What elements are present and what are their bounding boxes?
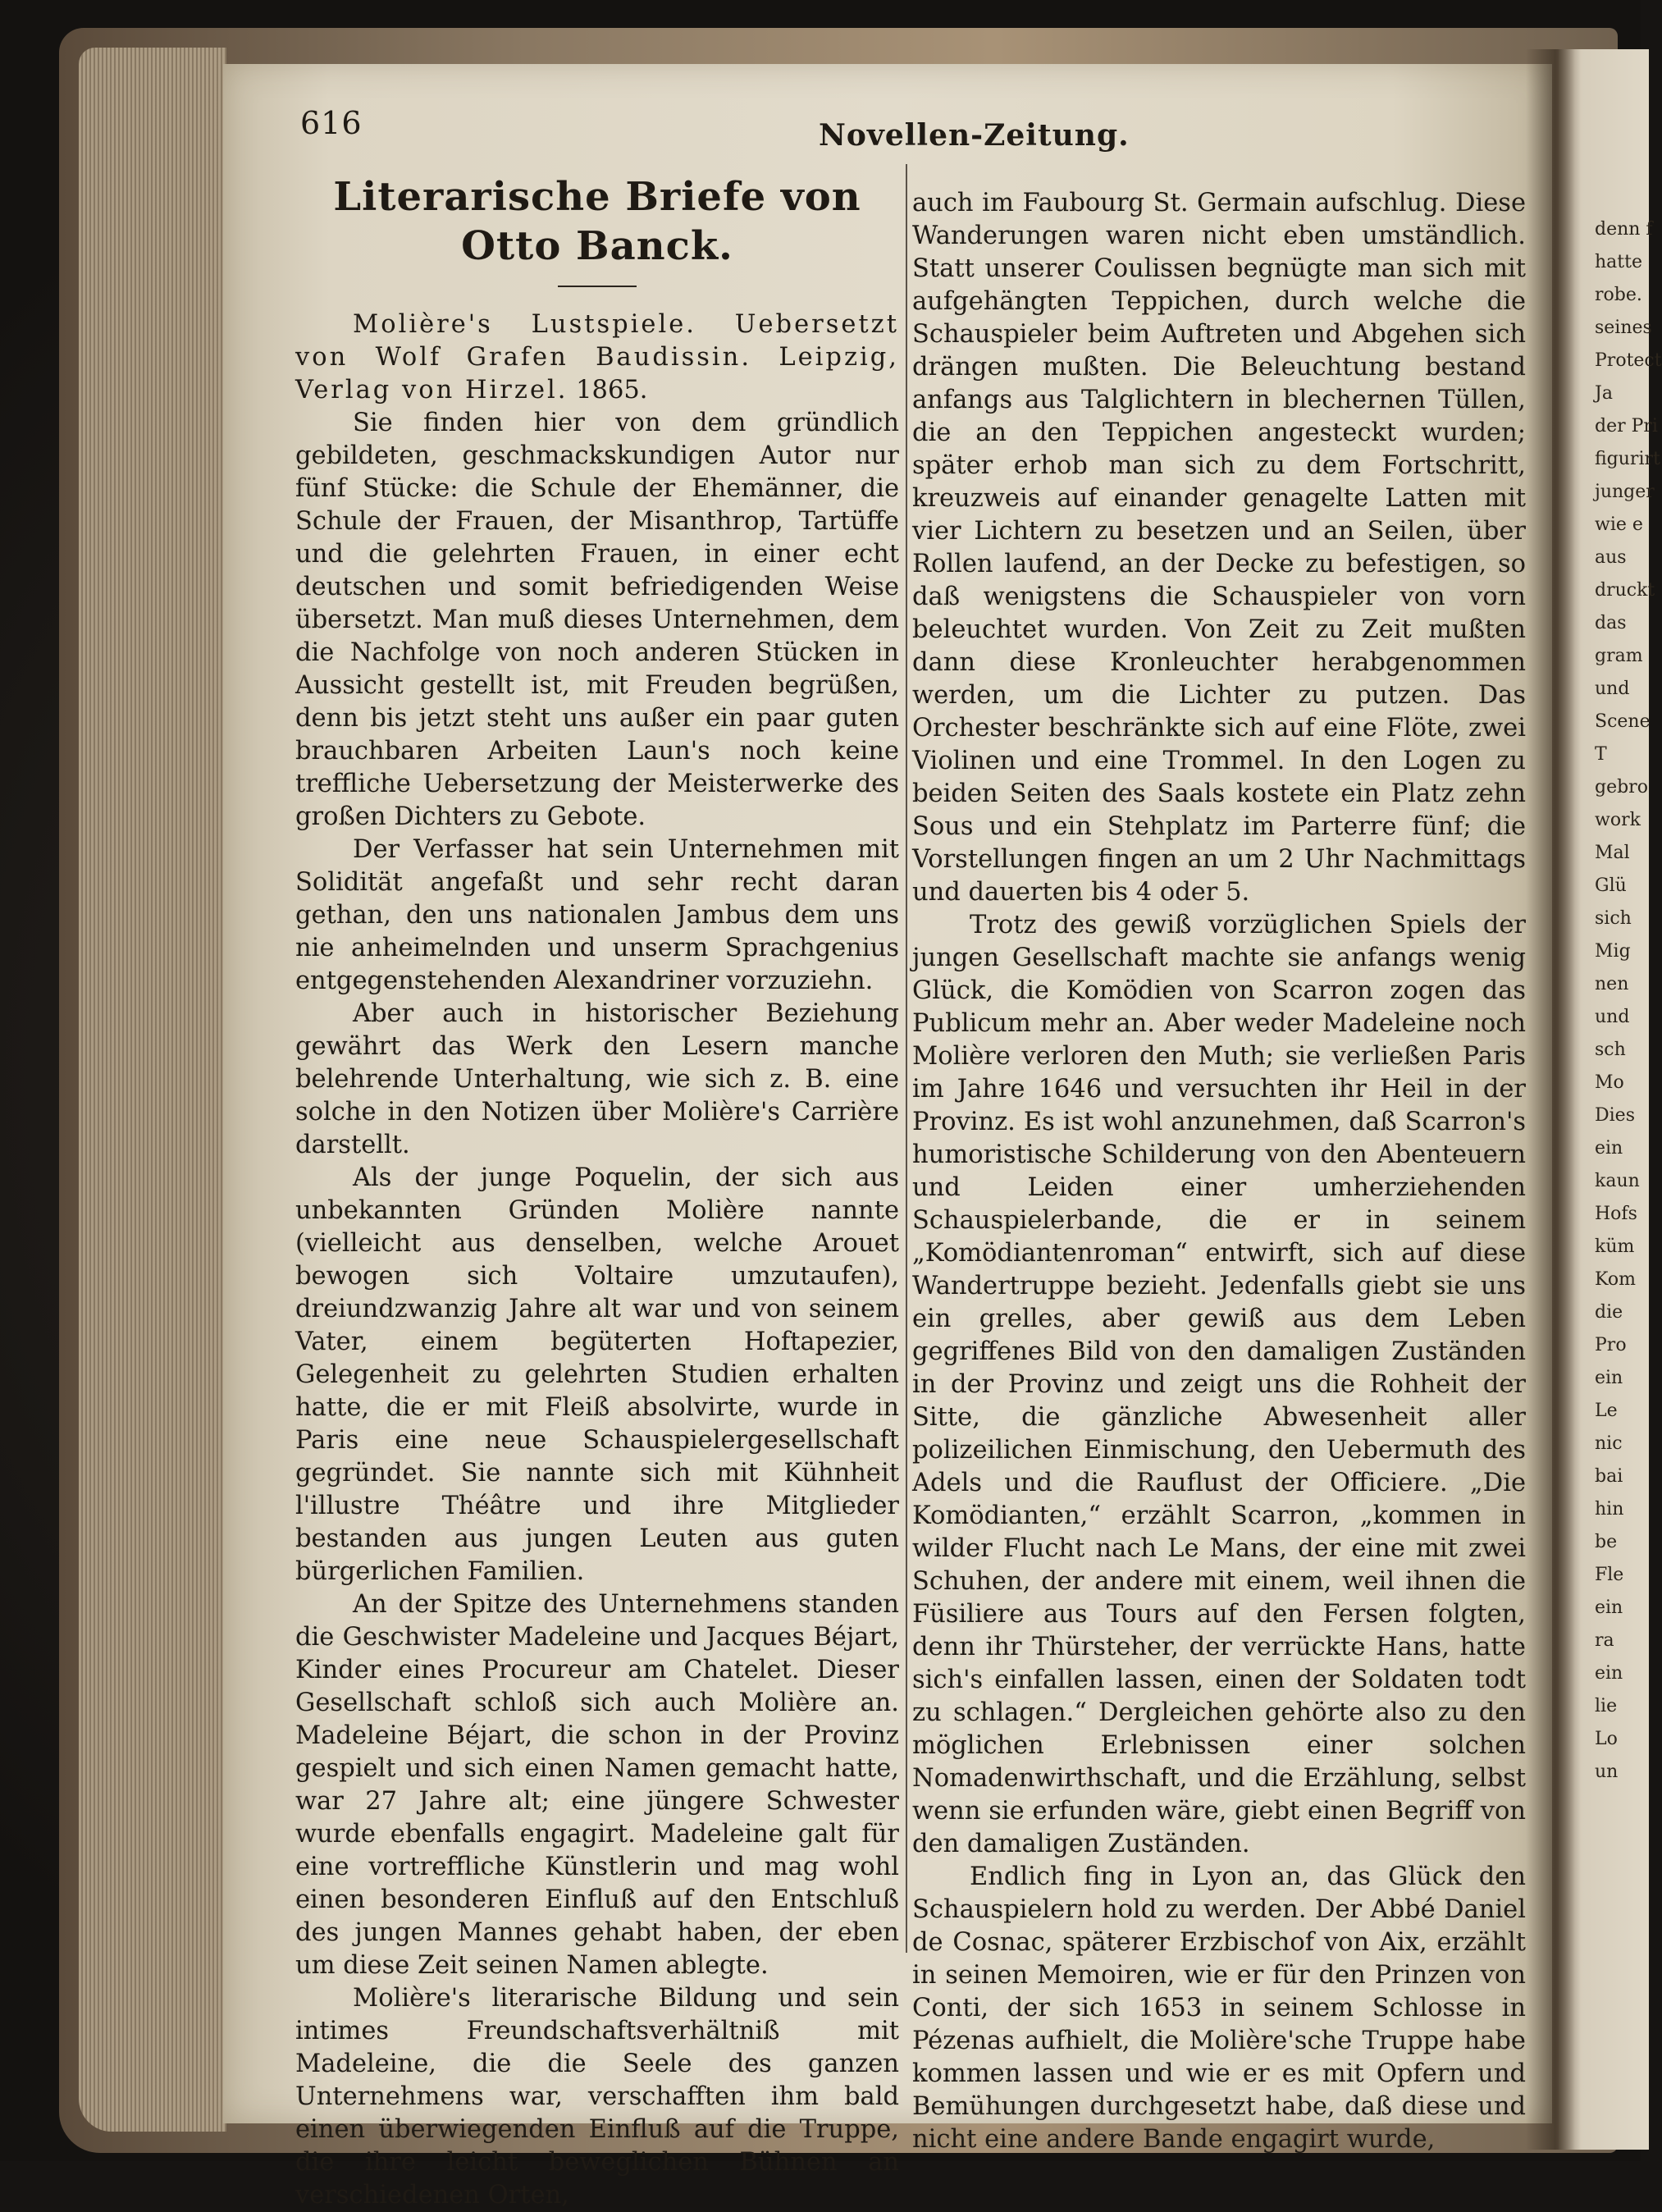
facing-page-fragment: der Pri (1595, 416, 1658, 436)
book-reference-line1: Molière's Lustspiele. Uebersetzt von Wolf (295, 310, 899, 372)
facing-page-fragment: work (1595, 810, 1641, 830)
facing-page-fragment: Fle (1595, 1565, 1624, 1585)
column-divider (906, 164, 907, 1953)
facing-page-fragment: ein (1595, 1368, 1623, 1388)
facing-page-fragment: bai (1595, 1466, 1623, 1487)
facing-page-fragment: Kom (1595, 1269, 1636, 1290)
facing-page-fragment: und (1595, 679, 1630, 699)
facing-page-fragment: nen (1595, 974, 1629, 994)
page-number: 616 (300, 105, 363, 141)
facing-page-fragment: ra (1595, 1630, 1614, 1651)
running-head: Novellen-Zeitung. (819, 118, 1130, 153)
facing-page-fragment: ein (1595, 1597, 1623, 1618)
book-reference (295, 308, 899, 407)
paragraph: Sie finden hier von dem gründlich gebildeten, geschmackskundigen Autor nur fünf Stücke: die Schule der Ehemänner, die Schule der Frauen, der Misanthrop, Tartüffe und die gelehrten Frauen, in einer echt deutschen und somit befriedigenden Weise übersetzt. Man muß dieses Unternehmen, dem die Nachfolge von noch anderen Stücken in Aussicht gestellt ist, mit Freuden begrüßen, denn bis jetzt steht uns außer ein paar guten brauchbaren Arbeiten Laun's noch keine treffliche Uebersetzung der Meisterwerke des großen Dichters zu Gebote. (295, 409, 899, 831)
article-title: Literarische Briefe von Otto Banck. (333, 174, 861, 269)
facing-page-fragment: Mo (1595, 1072, 1624, 1093)
facing-page-fragment: Scene (1595, 711, 1651, 732)
paragraph: Als der junge Poquelin, der sich aus unbekannten Gründen Molière nannte (vielleicht aus denselben, welche Arouet bewogen sich Voltaire umzutaufen), dreiundzwanzig Jahre alt war und von seinem Vater, einem begüterten Hoftapezier, Gelegenheit zu gelehrten Studien erhalten hatte, die er mit Fleiß absolvirte, wurde in Paris eine neue Schauspielergesellschaft gegründet. Sie nannte sich mit Kühnheit l'illustre Théâtre und ihre Mitglieder bestanden aus jungen Leuten aus guten bürgerlichen Familien. (295, 1163, 899, 1586)
facing-page-fragment: gram (1595, 646, 1643, 666)
facing-page-fragment: junger (1595, 482, 1655, 502)
facing-page-fragment: Mal (1595, 843, 1630, 863)
facing-page-fragment: Glü (1595, 875, 1627, 896)
facing-page-fragment: hin (1595, 1499, 1624, 1520)
facing-page-fragment: figurirt (1595, 449, 1660, 469)
facing-page-fragment: sich (1595, 908, 1632, 929)
paragraph: auch im Faubourg St. Germain aufschlug. Diese Wanderungen waren nicht eben umständlich. Statt unserer Coulissen begnügte man sich mit aufgehängten Teppichen, durch welche die Schauspieler beim Auftreten und Abgehen sich drängen mußten. Die Beleuchtung bestand anfangs aus Talglichtern in blechernen Tüllen, die an den Teppichen angesteckt wurden; später erhob man sich zu dem Fortschritt, kreuzweis auf einander genagelte Latten mit vier Lichtern zu besetzen und an Seilen, über Rollen laufend, an der Decke zu befestigen, so daß wenigstens die Schauspieler von vorn beleuchtet wurden. Von Zeit zu Zeit mußten dann diese Kronleuchter herabgenommen werden, um die Lichter zu putzen. Das Orchester beschränkte sich auf eine Flöte, zwei Violinen und eine Trommel. In den Logen zu beiden Seiten des Saals kostete ein Platz zehn Sous und ein Stehplatz im Parterre fünf; die Vorstellungen fingen an um 2 Uhr Nachmittags und dauerten bis 4 oder 5. (912, 189, 1526, 907)
facing-page-fragment: die (1595, 1302, 1623, 1323)
facing-page-fragment: Pro (1595, 1335, 1627, 1355)
facing-page-fragment: Ja (1595, 383, 1613, 404)
facing-page-text (1595, 213, 1662, 1789)
facing-page-fragment: denn f (1595, 219, 1653, 240)
facing-page-fragment: Lo (1595, 1729, 1618, 1749)
left-column (295, 172, 899, 2212)
facing-page-fragment: sch (1595, 1040, 1626, 1060)
facing-page-fragment: nic (1595, 1433, 1623, 1454)
paragraph: Trotz des gewiß vorzüglichen Spiels der jungen Gesellschaft machte sie anfangs wenig Glück, die Komödien von Scarron zogen das Publicum mehr an. Aber weder Madeleine noch Molière verloren den Muth; sie verließen Paris im Jahre 1646 und versuchten ihr Heil in der Provinz. Es ist wohl anzunehmen, daß Scarron's humoristische Schilderung von den Abenteuern und Leiden einer umherziehenden Schauspielerbande, die er in seinem „Komödiantenroman“ entwirft, sich auf diese Wandertruppe bezieht. Jedenfalls giebt sie uns ein grelles, aber gewiß aus dem Leben gegriffenes Bild von den damaligen Zuständen in der Provinz und zeigt uns die Rohheit der Sitte, die gänzliche Abwesenheit aller polizeilichen Einmischung, den Uebermuth des Adels und die Rauflust der Officiere. „Die Komödianten,“ erzählt Scarron, „kommen in wilder Flucht nach Le Mans, der eine mit zwei Schuhen, der andere mit einem, weil ihnen die Füsiliere aus Tours auf den Fersen folgten, denn ihr Thürsteher, der verrückte Hans, hatte sich's einfallen lassen, einen der Soldaten todt zu schlagen.“ Dergleichen gehörte also zu den möglichen Erlebnissen einer solchen Nomadenwirthschaft, und die Erzählung, selbst wenn sie erfunden wäre, giebt einen Begriff von den damaligen Zuständen. (912, 911, 1526, 1858)
paragraph: Molière's literarische Bildung und sein intimes Freundschaftsverhältniß mit Madeleine, die die Seele des ganzen Unternehmens war, verschafften ihm bald einen überwiegenden Einfluß auf die Truppe, die ihre leicht beweglichen Bühnen an verschiedenen Orten, (295, 1984, 899, 2210)
facing-page-fragment: be (1595, 1532, 1618, 1552)
facing-page-fragment: lie (1595, 1696, 1618, 1716)
facing-page-fragment: T (1595, 744, 1607, 765)
facing-page-fragment: robe. (1595, 285, 1642, 305)
facing-page-fragment: Le (1595, 1401, 1618, 1421)
book-reference-line2: Grafen Baudissin. Leipzig, Verlag von Hirzel. (295, 343, 899, 404)
page-edges (79, 48, 226, 2132)
facing-page-fragment: küm (1595, 1236, 1635, 1257)
gutter-shadow (1526, 49, 1575, 2150)
facing-page-fragment: das (1595, 613, 1627, 633)
paragraph: Aber auch in historischer Beziehung gewährt das Werk den Lesern manche belehrende Unterhaltung, wie sich z. B. eine solche in den Notizen über Molière's Carrière darstellt. (295, 999, 899, 1159)
paragraph: Der Verfasser hat sein Unternehmen mit Solidität angefaßt und sehr recht daran gethan, den uns nationalen Jambus dem uns nie anheimelnden und unserm Sprachgenius entgegenstehenden Alexandriner vorzuziehn. (295, 835, 899, 995)
facing-page-fragment: aus (1595, 547, 1627, 568)
facing-page-fragment: wie e (1595, 514, 1643, 535)
paragraph: Endlich fing in Lyon an, das Glück den Schauspielern hold zu werden. Der Abbé Daniel de Cosnac, späterer Erzbischof von Aix, erzählt in seinen Memoiren, wie er für den Prinzen von Conti, der sich 1653 in seinem Schlosse in Pézenas aufhielt, die Molière'sche Truppe habe kommen lassen und wie er es mit Opfern und Bemühungen durchgesetzt habe, daß diese und nicht eine andere Bande engagirt wurde, (912, 1862, 1526, 2154)
facing-page-fragment: kaun (1595, 1171, 1640, 1191)
facing-page-fragment: gebro (1595, 777, 1648, 798)
facing-page-fragment: und (1595, 1007, 1630, 1027)
facing-page-fragment: Mig (1595, 941, 1631, 962)
facing-page-fragment: druckt (1595, 580, 1655, 601)
facing-page-fragment: hatte (1595, 252, 1642, 272)
facing-page-fragment: Dies (1595, 1105, 1635, 1126)
book-reference-line3: 1865. (576, 376, 648, 404)
facing-page-fragment: ein (1595, 1663, 1623, 1684)
title-rule (558, 286, 637, 287)
facing-page-fragment: seines (1595, 318, 1652, 338)
facing-page-fragment: ein (1595, 1138, 1623, 1159)
paragraph: An der Spitze des Unternehmens standen die Geschwister Madeleine und Jacques Béjart, Kinder eines Procureur am Chatelet. Dieser Gesellschaft schloß sich auch Molière an. Madeleine Béjart, die schon in der Provinz gespielt und sich einen Namen gemacht hatte, war 27 Jahre alt; eine jüngere Schwester wurde ebenfalls engagirt. Madeleine galt für eine vortreffliche Künstlerin und mag wohl einen besonderen Einfluß auf den Entschluß des jungen Mannes gehabt haben, der eben um diese Zeit seinen Namen ablegte. (295, 1590, 899, 1980)
right-column (912, 187, 1526, 2156)
facing-page-fragment: un (1595, 1762, 1619, 1782)
facing-page-fragment: Hofs (1595, 1204, 1637, 1224)
facing-page-fragment: Protect (1595, 350, 1662, 371)
